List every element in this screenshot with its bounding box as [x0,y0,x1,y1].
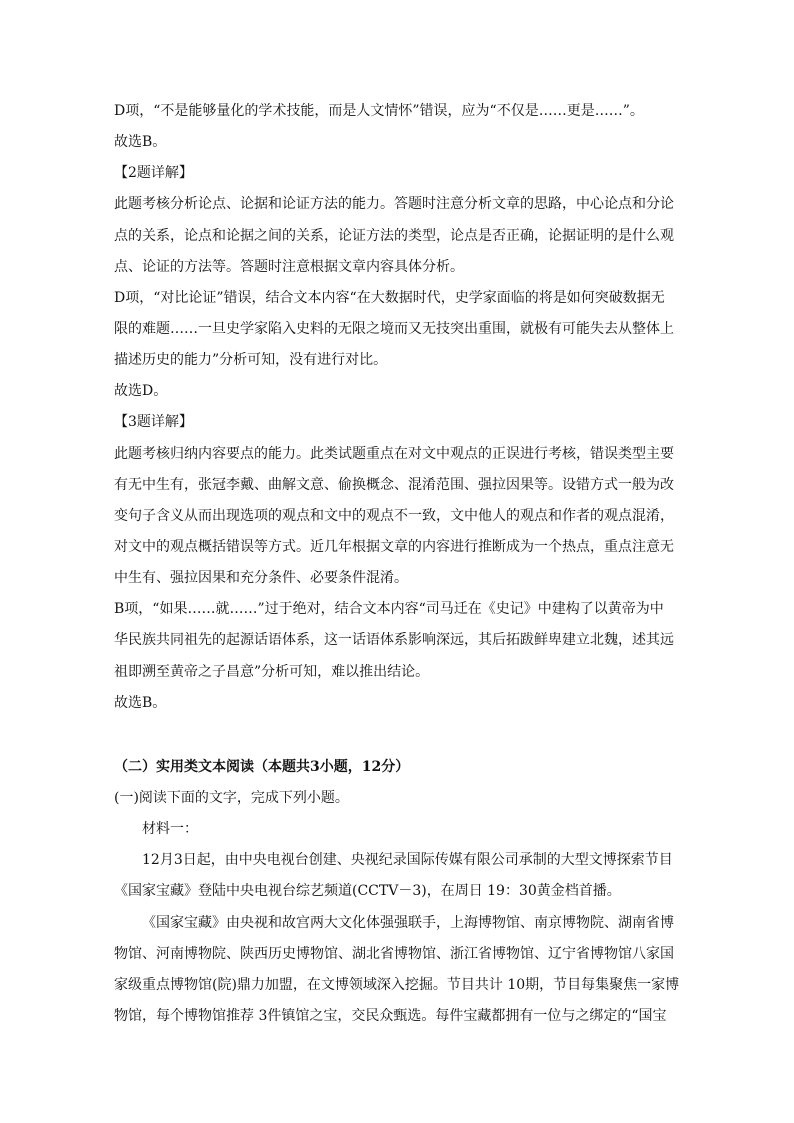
text-line: D项，“对比论证”错误，结合文本内容“在大数据时代，史学家面临的将是如何突破数据无 [114,290,665,306]
text-line: 故选B。 [114,695,167,711]
text-line: 点的关系，论点和论据之间的关系，论证方法的类型，论点是否正确，论据证明的是什么观 [114,228,674,244]
section-heading: 【2题详解】 [114,165,193,181]
text-line: 描述历史的能力”分析可知，没有进行对比。 [114,352,388,368]
text-line: 此题考核归纳内容要点的能力。此类试题重点在对文中观点的正误进行考核，错误类型主要 [114,446,674,462]
text-line: 限的难题……一旦史学家陷入史料的无限之境而又无技突出重围，就极有可能失去从整体上 [114,321,674,337]
text-line: 《国家宝藏》由央视和故宫两大文化体强强联手，上海博物馆、南京博物院、湖南省博 [142,915,674,931]
text-line: 华民族共同祖先的起源话语体系，这一话语体系影响深远，其后拓跋鲜卑建立北魏，述其远 [114,632,674,648]
text-line: B项，“如果……就……”过于绝对，结合文本内容“司马迁在《史记》中建构了以黄帝为中 [114,601,664,617]
text-line: 物馆、河南博物院、陕西历史博物馆、湖北省博物馆、浙江省博物馆、辽宁省博物馆八家国 [114,946,674,962]
text-line: 故选B。 [114,134,167,150]
text-line: 有无中生有，张冠李戴、曲解文意、偷换概念、混淆范围、强拉因果等。设错方式一般为改 [114,477,674,493]
text-line: 此题考核分析论点、论据和论证方法的能力。答题时注意分析文章的思路，中心论点和分论 [114,196,674,212]
material-label: 材料一： [142,821,198,837]
section-heading: 【3题详解】 [114,414,193,430]
text-line: 中生有、强拉因果和充分条件、必要条件混淆。 [114,570,408,586]
text-line: 家级重点博物馆(院)鼎力加盟，在文博领域深入挖掘。节目共计 10期，节目每集聚焦一家博 [114,977,680,993]
section-title: （二）实用类文本阅读（本题共3小题，12分） [114,759,410,775]
text-line: 故选D。 [114,383,168,399]
text-line: 12月3日起，由中央电视台创建、央视纪录国际传媒有限公司承制的大型文博探索节目 [142,852,673,868]
text-line: 点、论证的方法等。答题时注意根据文章内容具体分析。 [114,259,464,275]
text-line: 祖即溯至黄帝之子昌意”分析可知，难以推出结论。 [114,664,430,680]
question-instruction: (一)阅读下面的文字，完成下列小题。 [114,790,349,806]
text-line: 物馆，每个博物馆推荐 3件镇馆之宝，交民众甄选。每件宝藏都拥有一位与之绑定的“国宝 [114,1008,667,1024]
text-line: 变句子含义从而出现选项的观点和文中的观点不一致，文中他人的观点和作者的观点混淆， [114,508,674,524]
text-line: 《国家宝藏》登陆中央电视台综艺频道(CCTV－3)，在周日 19：30黄金档首播。 [114,883,621,899]
text-line: 对文中的观点概括错误等方式。近几年根据文章的内容进行推断成为一个热点，重点注意无 [114,539,674,555]
text-line: D项，“不是能够量化的学术技能，而是人文情怀”错误，应为“不仅是……更是……”。 [114,103,644,119]
